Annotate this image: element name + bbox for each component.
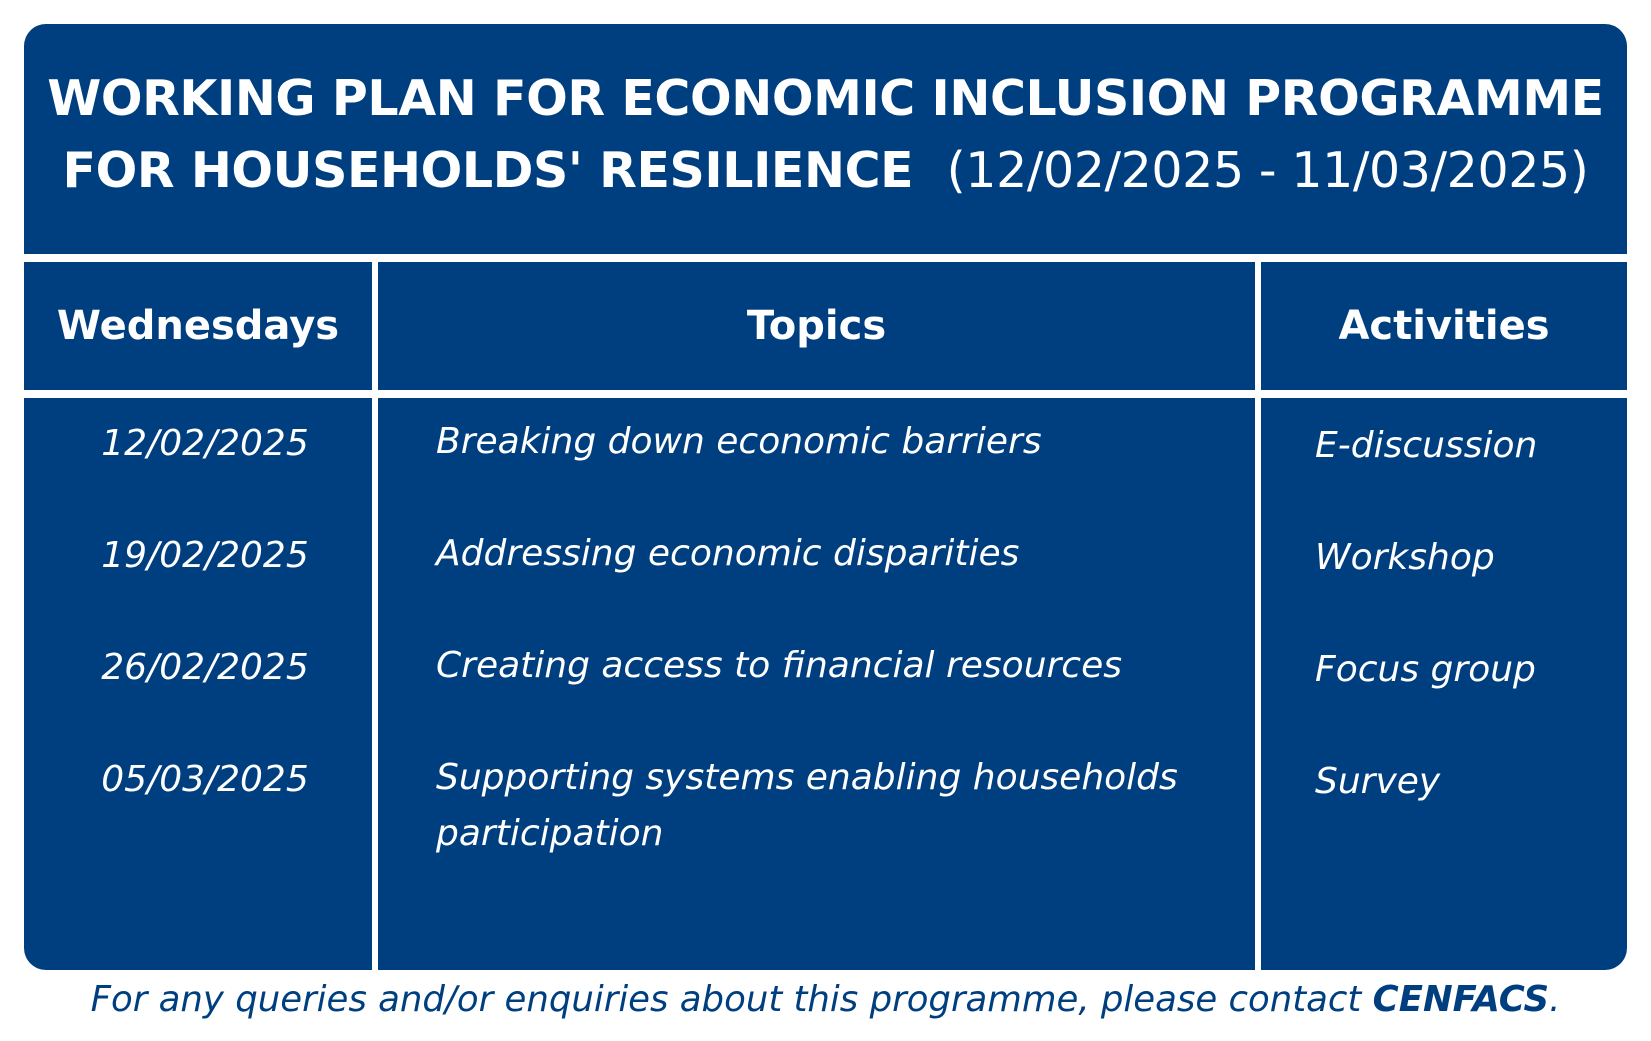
activity-cell: Workshop <box>1315 537 1495 578</box>
title-date-range: (12/02/2025 - 11/03/2025) <box>946 142 1589 199</box>
programme-card <box>24 24 1627 970</box>
title-line-2-main: FOR HOUSEHOLDS' RESILIENCE <box>62 142 914 199</box>
topic-cell: Breaking down economic barriers <box>436 421 1042 462</box>
activity-cell: Focus group <box>1315 649 1536 690</box>
date-cell: 19/02/2025 <box>101 535 309 576</box>
header-wednesdays: Wednesdays <box>24 262 372 390</box>
date-cell: 05/03/2025 <box>101 759 309 800</box>
topic-cell: Creating access to financial resources <box>436 645 1123 686</box>
contact-footer <box>0 972 1651 1028</box>
header-topics: Topics <box>378 262 1255 390</box>
dates-column <box>24 398 372 970</box>
activity-cell: Survey <box>1315 761 1441 802</box>
activity-cell: E-discussion <box>1315 425 1538 466</box>
date-cell: 26/02/2025 <box>101 647 309 688</box>
topics-column <box>378 398 1255 970</box>
footer-text: For any queries and/or enquiries about this programme, please contact <box>90 979 1373 1020</box>
organisation-name: CENFACS <box>1372 979 1550 1020</box>
title-line-2 <box>63 135 1589 207</box>
topic-cell-line-1: Supporting systems enabling households <box>436 757 1178 798</box>
title-line-1: WORKING PLAN FOR ECONOMIC INCLUSION PROGRAMME <box>47 70 1604 127</box>
footer-period: . <box>1549 979 1561 1020</box>
header-activities: Activities <box>1261 262 1627 390</box>
title-panel <box>24 24 1627 254</box>
activities-column <box>1261 398 1627 970</box>
topic-cell-line-2: participation <box>436 813 664 854</box>
date-cell: 12/02/2025 <box>101 423 309 464</box>
topic-cell: Addressing economic disparities <box>436 533 1020 574</box>
